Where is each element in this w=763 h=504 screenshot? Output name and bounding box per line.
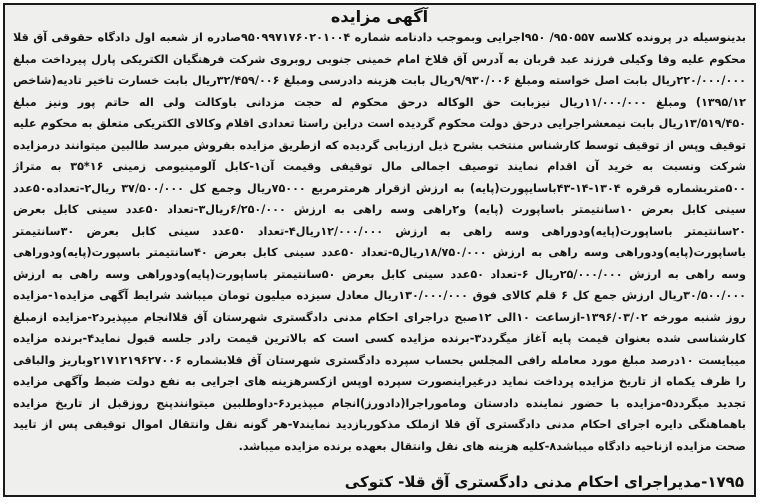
notice-signature-text: -مدیراجرای احکام مدنی دادگستری آق قلا- کتوکی <box>344 473 708 491</box>
newspaper-notice <box>3 3 756 497</box>
notice-title: آگهی مزایده <box>330 7 429 26</box>
notice-body-text: بدینوسیله در پرونده کلاسه ۹۵۰۵۵۷/ ۹۵۰اجرایی وبموجب دادنامه شماره ۹۵۰۹۹۷۱۷۶۰۲۰۱۰۰۴صادره از شعبه اول دادگاه حقوقی آق قلا محکوم علیه وفا وکیلی فرزند عبد قربان به آدرس آق قلاخ امام خمینی جنوبی روبروی شرکت فرهنگیان الکتریکی پارل پیرداخت مبلغ ۲۲۰/۰۰۰/۰۰۰ریال بابت اصل خواسته ومبلغ ۹/۹۳۰/۰۰۶ریال بابت هزینه دادرسی ومبلغ ۳۲/۴۵۹/۰۰۶ریال بابت خسارت تاخیر تادیه(شاخص ۱۳۹۵/۱۲) ومبلغ ۱۱/۰۰۰/۰۰۰ریال نیزبابت حق الوکاله درحق محکوم له حجت مزدانی باوکالت ولی اله حاتم پور ونیز مبلغ ۱۳/۵۱۹/۴۵۰ریال بابت نیمعشراجرایی درحق دولت محکوم گردیده است دراین راستا تعدادی اقلام وکالای الکتریکی متعلق به محکوم علیه توقیف وپس از توقیف توسط کارشناس منتخب بشرح ذیل ارزیابی گردیده که ازطریق مزایده بفروش میرسد طالبین میتوانند درمزایده شرکت ونسبت به خرید آن اقدام نمایند توصیف اجمالی مال توقیفی وقیمت آن۱-کابل آلومینیومی زمینی ۱۶*۳۵ به متراژ ۵۰۰متربشماره قرقره ۱۳۰۴-۱۴-۴۳باسایپورت(پایه) به ارزش ازقرار هرمترمربع ۷۵۰۰۰ریال وجمع کل ۳۷/۵۰۰/۰۰۰ ریال۲-تعداده۵۰عدد سینی کابل بعرض ۱۰سانتیمتر باساپورت (پایه) و۲راهی وسه راهی به ارزش ۶/۲۵۰/۰۰۰ریال۳-تعداد ۵۰عدد سینی کابل بعرض ۲۰سانتیمتر باساپورت(پایه)ودوراهی وسه راهی به ارزش ۱۲/۰۰۰/۰۰۰ریال۴-تعداد ۵۰عدد سینی کابل بعرض ۳۰سانتیمتر باساپورت(پایه)ودوراهی وسه راهی به ارزش ۱۸/۷۵۰/۰۰۰ریال۵-تعداد ۵۰عدد سینی کابل بعرض ۴۰سانتیمتر باسپورت(پایه)ودوراهی وسه راهی به ارزش ۲۵/۰۰۰/۰۰۰ریال ۶-تعداد ۵۰عدد سینی کابل بعرض ۵۰سانتیمتر باساپورت(پایه)ودوراهی وسه راهی به ارزش ۳۰/۵۰۰/۰۰۰ریال ارزش جمع کل ۶ قلم کالای فوق ۱۳۰/۰۰۰/۰۰۰ریال معادل سیزده میلیون تومان میباشد شرایط آگهی مزایده۱-مزایده روز شنبه مورخه ۱۳۹۶/۰۳/۰۲-ازساعت ۱۰الی ۱۲صبح دراجرای احکام مدنی دادگستری شهرستان آق قلاانجام میپذیرد۲-مزایده ازمبلغ کارشناسی شده بعنوان قیمت پایه آغاز میگردد۳-برنده مزایده کسی است که بالاترین قیمت رادر جلسه قبول نماید۴-برنده مزایده میبایست ۱۰درصد مبلغ مورد معامله رافی المجلس بحساب سپرده دادگستری شهرستان آق قلابشماره ۲۱۷۱۲۱۹۶۲۷۰۰۶وباریز والباقی را ظرف یکماه از تاریخ مزایده پرداخت نماید درغیراینصورت سپرده اوپس ازکسرهزینه های اجرایی به نفع دولت ضبط وآگهی مزایده تجدید میگردد۵-مزایده با حضور نماینده دادستان وماموراجرا(دادورز)انجام میپذیرد۶-داوطلبین میتوانندپنج روزقبل از تاریخ مزایده باهماهنگی دایره اجرای احکام مدنی دادگستری آق قلا ازملک مذکوربازدید نمایند۷-هر گونه نقل وانتقال اموال توقیفی پس از تایید صحت مزایده ازناحیه دادگاه میباشد۸-کلیه هزینه های نقل وانتقال بعهده برنده مزایده میباشد. <box>13 31 747 453</box>
notice-code: ۱۷۹۵ <box>707 473 744 491</box>
notice-signature <box>345 473 744 491</box>
notice-footer <box>5 473 754 491</box>
